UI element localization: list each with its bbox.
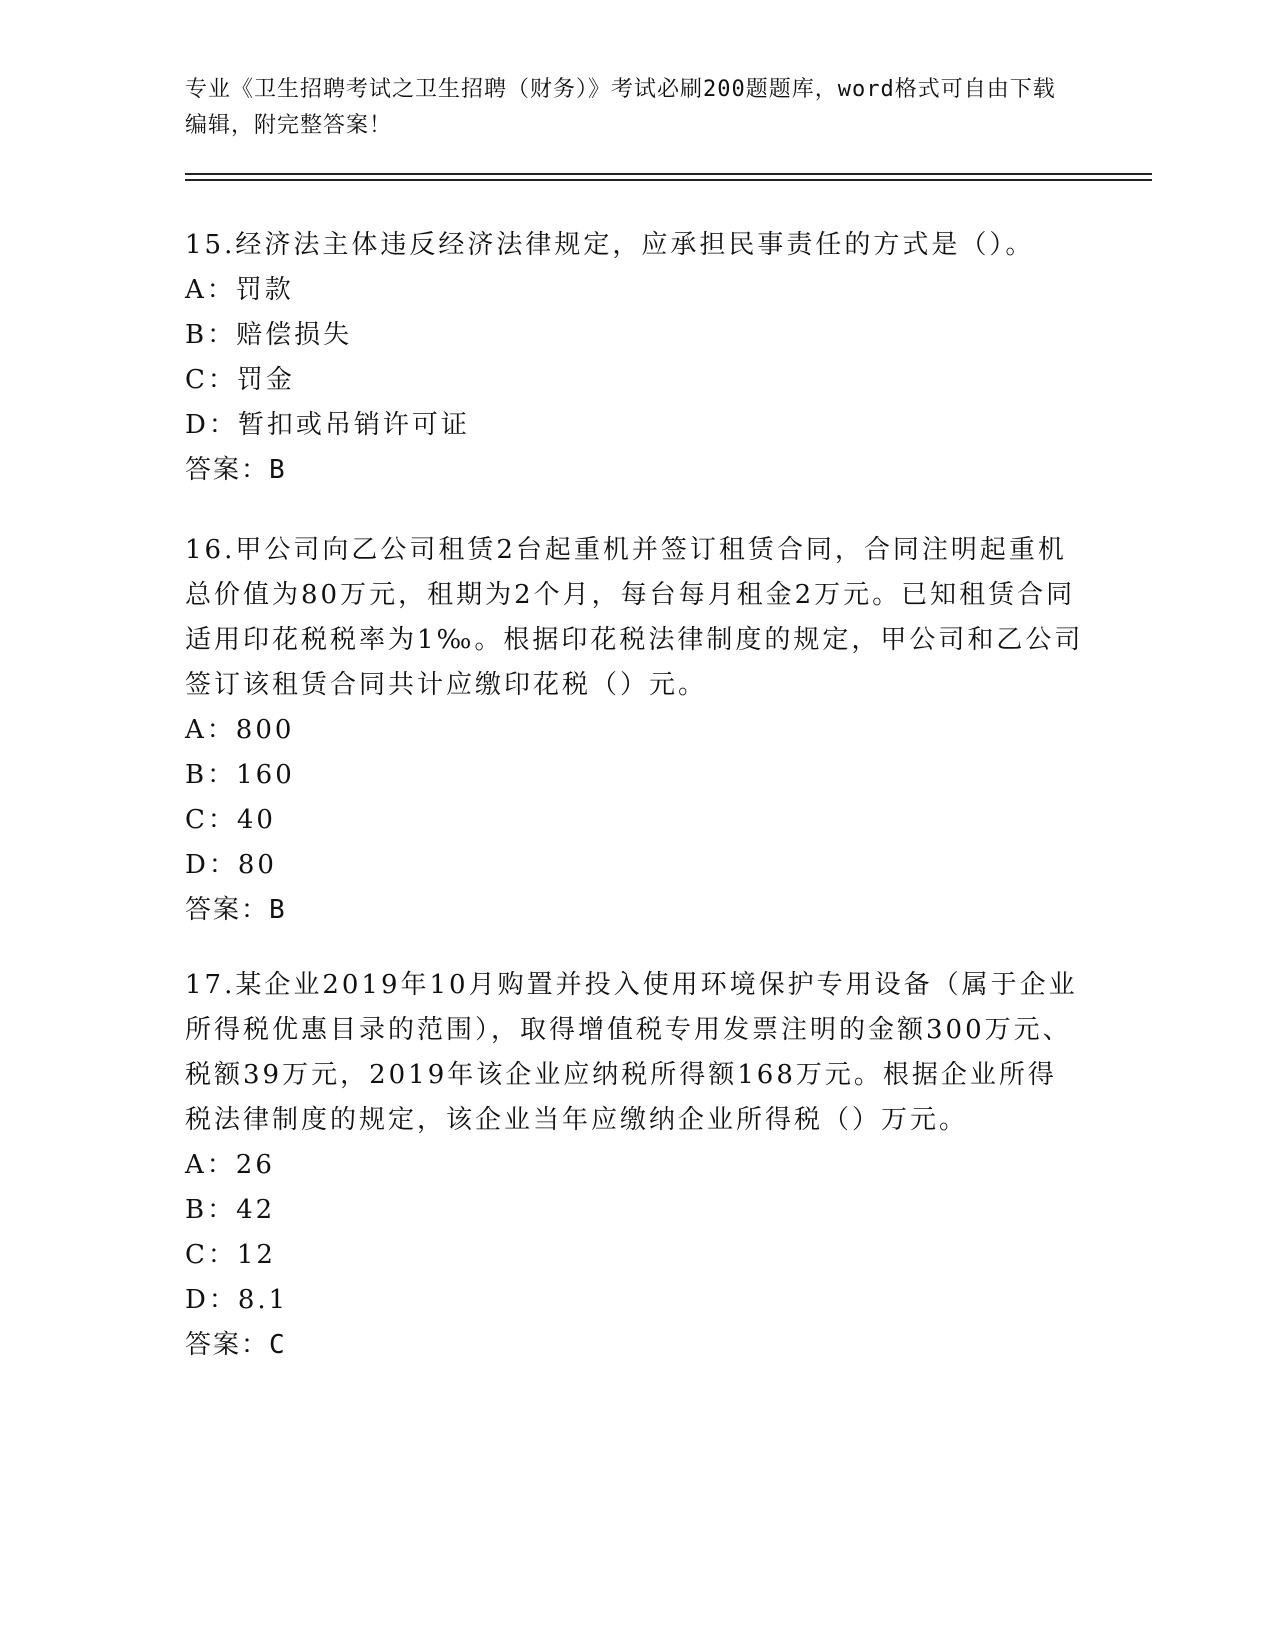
question-text: 17.某企业2019年10月购置并投入使用环境保护专用设备（属于企业所得税优惠目录的范围），取得增值税专用发票注明的金额300万元、税额39万元，2019年该企业应纳税所得额168万元。根据企业所得税法律制度的规定，该企业当年应缴纳企业所得税（）万元。 bbox=[185, 970, 1078, 1135]
answer-value: B bbox=[269, 455, 287, 485]
answer bbox=[185, 448, 1085, 493]
option-d: D：8.1 bbox=[185, 1285, 289, 1315]
answer bbox=[185, 1323, 1085, 1368]
option-c: C：12 bbox=[185, 1240, 276, 1270]
header-divider-top bbox=[185, 173, 1152, 175]
option-b: B：42 bbox=[185, 1195, 276, 1225]
question-text: 16.甲公司向乙公司租赁2台起重机并签订租赁合同，合同注明起重机总价值为80万元，租期为2个月，每台每月租金2万元。已知租赁合同适用印花税税率为1‰。根据印花税法律制度的规定，甲公司和乙公司签订该租赁合同共计应缴印花税（）元。 bbox=[185, 535, 1084, 700]
answer-label: 答案： bbox=[185, 895, 270, 925]
header-divider-bottom bbox=[185, 179, 1152, 181]
answer bbox=[185, 888, 1085, 933]
option-b: B：赔偿损失 bbox=[185, 320, 353, 350]
answer-value: B bbox=[269, 895, 287, 925]
question-15 bbox=[185, 223, 1085, 493]
option-b: B：160 bbox=[185, 760, 295, 790]
answer-value: C bbox=[269, 1330, 287, 1360]
question-16 bbox=[185, 528, 1085, 933]
option-a: A：800 bbox=[185, 715, 295, 745]
answer-label: 答案： bbox=[185, 455, 270, 485]
document-header bbox=[185, 72, 1065, 144]
option-c: C：40 bbox=[185, 805, 276, 835]
option-c: C：罚金 bbox=[185, 365, 295, 395]
answer-label: 答案： bbox=[185, 1330, 270, 1360]
question-text: 15.经济法主体违反经济法律规定，应承担民事责任的方式是（）。 bbox=[185, 230, 1035, 260]
header-text: 专业《卫生招聘考试之卫生招聘（财务）》考试必刷200题题库，word格式可自由下载编辑，附完整答案！ bbox=[185, 77, 1056, 138]
option-a: A：26 bbox=[185, 1150, 275, 1180]
option-d: D：80 bbox=[185, 850, 277, 880]
option-d: D：暂扣或吊销许可证 bbox=[185, 410, 470, 440]
question-17 bbox=[185, 963, 1085, 1368]
option-a: A：罚款 bbox=[185, 275, 294, 305]
